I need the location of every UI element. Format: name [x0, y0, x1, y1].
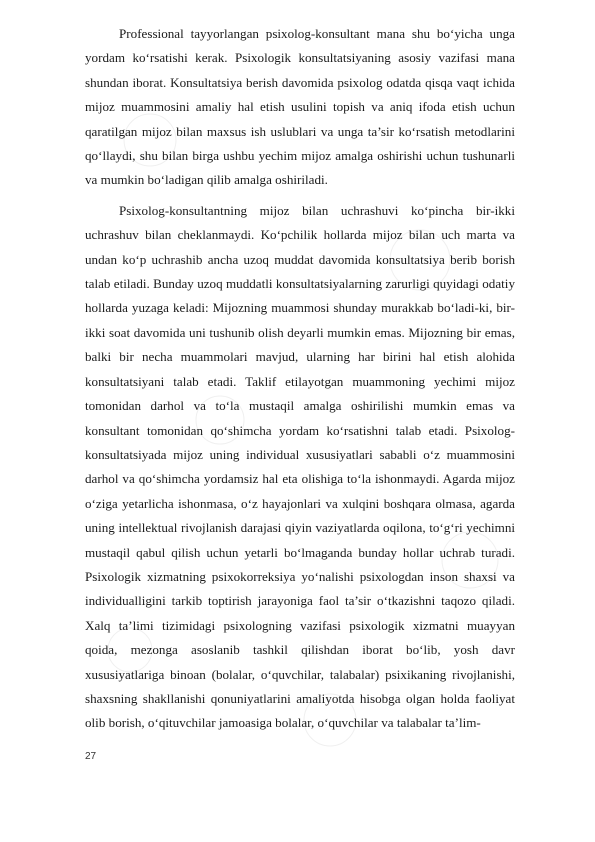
page-number: 27: [85, 751, 97, 762]
document-body: [85, 22, 515, 736]
paragraph-2: Psixolog-konsultantning mijoz bilan uchrashuvi ko‘pincha bir-ikki uchrashuv bilan cheklanmaydi. Ko‘pchilik hollarda mijoz bilan uch marta va undan ko‘p uchrashib ancha uzoq muddat davomida konsultatsiya berib borish talab etiladi. Bunday uzoq muddatli konsultatsiyalarning zarurligi quyidagi odatiy hollarda yuzaga keladi: Mijozning muammosi shunday murakkab bo‘ladi-ki, bir- ikki soat davomida uni tushunib olish deyarli mumkin emas. Mijozning bir emas, balki bir necha muammolari mavjud, ularning har birini hal etish alohida konsultatsiyani talab etadi. Taklif etilayotgan muammoning yechimi mijoz tomonidan darhol va to‘la mustaqil amalga oshirilishi mumkin emas va konsultant tomonidan qo‘shimcha yordam ko‘rsatishni talab etadi. Psixolog-konsultatsiyada mijoz uning individual xususiyatlari sababli o‘z muammosini darhol va qo‘shimcha yordamsiz hal eta olishiga to‘la ishonmaydi. Agarda mijoz o‘ziga yetarlicha ishonmasa, o‘z hayajonlari va xulqini boshqara olmasa, agarda uning intellektual rivojlanish darajasi qiyin vaziyatlarda oqilona, to‘g‘ri yechimni mustaqil qabul qilish uchun yetarli bo‘lmaganda bunday hollar uchrab turadi. Psixologik xizmatning psixokorreksiya yo‘nalishi psixologdan inson shaxsi va individualligini tarkib toptirish jarayoniga faol ta’sir o‘tkazishni taqozo qiladi. Xalq ta’limi tizimidagi psixologning vazifasi psixologik xizmatni muayyan qoida, mezonga asoslanib tashkil qilishdan iborat bo‘lib, yosh davr xususiyatlariga binoan (bolalar, o‘quvchilar, talabalar) psixikaning rivojlanishi, shaxsning shakllanishi qonuniyatlarini amaliyotda hisobga olgan holda faoliyat olib borish, o‘qituvchilar jamoasiga bolalar, o‘quvchilar va talabalar ta’lim-: [85, 202, 515, 731]
paragraph-1: Professional tayyorlangan psixolog-konsultant mana shu bo‘yicha unga yordam ko‘rsatishi kerak. Psixologik konsultatsiyaning asosiy vazifasi mana shundan iborat. Konsultatsiya berish davomida psixolog odatda qisqa vaqt ichida mijoz muammosini amaliy hal etish usulini topish va aniq ifoda etish uchun qaratilgan mijoz bilan maxsus ish uslublari va unga ta’sir ko‘rsatish metodlarini qo‘llaydi, shu bilan birga ushbu yechim mijoz amalga oshirishi uchun tushunarli va mumkin bo‘ladigan qilib amalga oshiriladi.: [85, 26, 515, 188]
